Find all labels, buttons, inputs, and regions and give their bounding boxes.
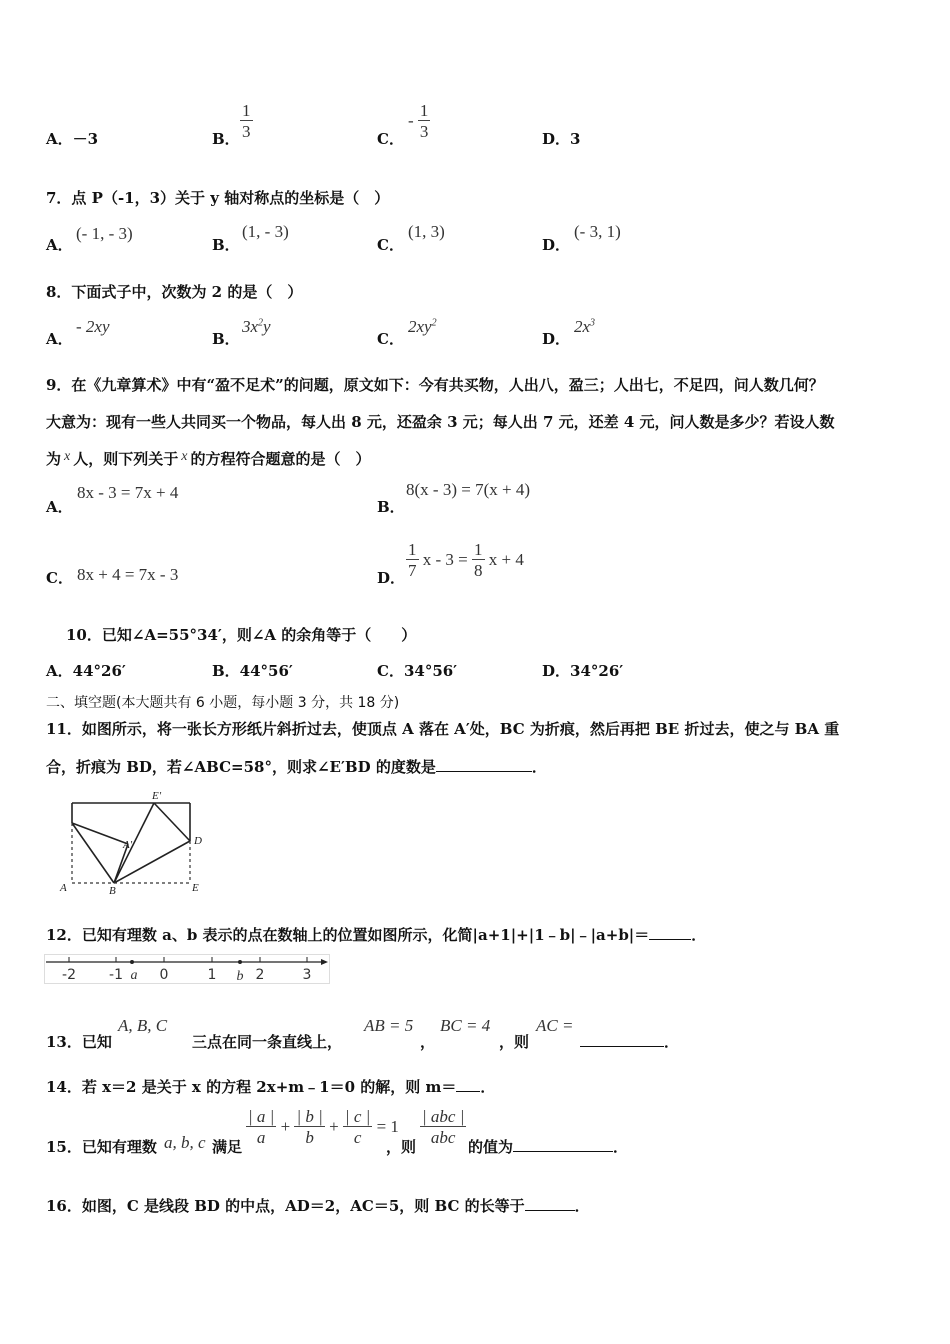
q6-option-c-label[interactable]: C． <box>377 130 404 148</box>
fraction-denominator: 7 <box>408 561 417 580</box>
q7-stem: 7．点 P（-1，3）关于 y 轴对称点的坐标是（ ） <box>46 189 390 207</box>
q8-option-a-label[interactable]: A． <box>46 330 73 348</box>
answer-blank[interactable] <box>456 1077 480 1092</box>
folded-rectangle-figure <box>56 786 216 898</box>
tick-label: 3 <box>302 967 312 983</box>
q13-mid: 三点在同一条直线上， <box>192 1033 343 1051</box>
answer-blank[interactable] <box>649 925 691 940</box>
q9-line-3 <box>46 448 370 469</box>
plus-sign: + <box>280 1117 291 1136</box>
fraction-denominator: c <box>353 1128 362 1147</box>
q9-option-b-label[interactable]: B． <box>377 498 405 516</box>
answer-blank[interactable] <box>436 757 532 772</box>
q8-option-d-label[interactable]: D． <box>542 330 571 348</box>
term-tail: y <box>263 317 271 336</box>
q7-option-b-value: (1, - 3) <box>242 222 289 241</box>
q9-line-1: 9．在《九章算术》中有“盈不足术”的问题，原文如下：今有共买物，人出八，盈三；人出七，不足四，问人数几何？ <box>46 376 824 394</box>
label-d: D <box>194 835 202 847</box>
q8-option-b-label[interactable]: B． <box>212 330 240 348</box>
q10-option-d[interactable]: D．34°26′ <box>542 662 624 680</box>
fraction-numerator: | b | <box>296 1107 323 1126</box>
fraction-denominator: a <box>256 1128 266 1147</box>
q8-option-b-value <box>242 317 271 337</box>
q7-option-d-value: (- 3, 1) <box>574 222 621 241</box>
q15-then: ，则 <box>386 1138 417 1156</box>
q13-comma-1: ， <box>420 1033 436 1051</box>
fraction-denominator: 3 <box>419 122 429 141</box>
fraction-denominator: b <box>305 1128 314 1147</box>
q8-option-c-value <box>408 317 437 337</box>
equation-tail: x + 4 <box>488 550 524 569</box>
q7-option-b-label[interactable]: B． <box>212 236 240 254</box>
fraction-numerator: | abc | <box>422 1107 465 1126</box>
fraction-denominator: abc <box>430 1128 456 1147</box>
q13-answer <box>580 1031 679 1052</box>
q14-end: ． <box>480 1078 496 1096</box>
label-a: A <box>60 882 67 894</box>
point-b-dot <box>238 960 242 964</box>
tick-label: 1 <box>207 967 217 983</box>
q10-option-c[interactable]: C．34°56′ <box>377 662 458 680</box>
q8-stem: 8．下面式子中，次数为 2 的是（ ） <box>46 283 303 301</box>
tick-label: -2 <box>62 967 76 983</box>
q13-points: A, B, C <box>118 1016 168 1035</box>
q11-line-1: 11．如图所示，将一张长方形纸片斜折过去，使顶点 A 落在 A′处，BC 为折痕，然后再把 BE 折过去，使之与 BA 重 <box>46 720 840 738</box>
q6-option-d-label: D． <box>542 130 571 148</box>
q8-option-d-value <box>574 317 595 337</box>
term-base: 3x <box>242 317 259 336</box>
q9-option-a-label[interactable]: A． <box>46 498 73 516</box>
point-a-label: a <box>130 968 138 983</box>
exponent: 2 <box>258 317 264 329</box>
fraction-denominator: 3 <box>242 122 251 141</box>
q13-ab: AB = 5 <box>364 1016 414 1035</box>
q9-option-a-value: 8x - 3 = 7x + 4 <box>77 483 179 502</box>
q14-stem <box>46 1076 495 1097</box>
q13-prefix: 13．已知 <box>46 1033 112 1051</box>
q9-line-3-c: 的方程符合题意的是（ ） <box>190 450 371 468</box>
q16-stem-text: 16．如图，C 是线段 BD 的中点，AD＝2，AC＝5，则 BC 的长等于 <box>46 1197 525 1215</box>
q6-option-a[interactable] <box>46 128 98 149</box>
plus-sign: + <box>329 1117 339 1136</box>
number-line <box>44 954 334 986</box>
equation-middle: x - 3 = <box>422 550 468 569</box>
answer-blank[interactable] <box>513 1137 613 1152</box>
q11-line-2-text: 合，折痕为 BD，若∠ABC=58°，则求∠E′BD 的度数是 <box>46 758 436 776</box>
q13-end: ． <box>664 1033 680 1051</box>
variable-x: x <box>181 449 188 464</box>
tick-label: 0 <box>159 967 169 983</box>
q9-option-c-value: 8x + 4 = 7x - 3 <box>77 565 179 584</box>
tick-label: 2 <box>255 967 265 983</box>
exponent: 2 <box>431 317 437 329</box>
q15-vars: a, b, c <box>164 1133 206 1152</box>
point-a-dot <box>130 960 134 964</box>
label-a-prime: A' <box>123 839 133 851</box>
fraction-numerator: | c | <box>344 1107 371 1126</box>
q12-stem <box>46 924 706 945</box>
equals-one: = 1 <box>376 1117 399 1136</box>
q12-stem-end: ． <box>691 926 707 944</box>
answer-blank[interactable] <box>580 1032 664 1047</box>
fraction-numerator: 1 <box>474 540 483 559</box>
q15-mid: 满足 <box>212 1138 243 1156</box>
q10-stem: 10．已知∠A=55°34′，则∠A 的余角等于（ ） <box>66 626 417 644</box>
term-base: 2x <box>574 317 591 336</box>
q8-option-a-value: - 2xy <box>76 317 110 336</box>
q6-option-d[interactable] <box>542 128 580 149</box>
q14-stem-text: 14．若 x＝2 是关于 x 的方程 2x+m﹣1＝0 的解，则 m＝ <box>46 1078 457 1096</box>
q9-line-2: 大意为：现有一些人共同买一个物品，每人出 8 元，还盈余 3 元；每人出 7 元，还差 4 元，问人数是多少？若设人数 <box>46 413 835 431</box>
q15-end: ． <box>613 1138 629 1156</box>
q9-option-b-value: 8(x - 3) = 7(x + 4) <box>406 480 530 499</box>
fraction-numerator: 1 <box>419 101 429 120</box>
q9-line-3-a: 为 <box>46 450 62 468</box>
q7-option-a-label[interactable]: A． <box>46 236 73 254</box>
point-b-label: b <box>236 969 244 984</box>
q15-condition <box>246 1108 399 1146</box>
exponent: 3 <box>590 317 596 329</box>
q10-option-a[interactable]: A．44°26′ <box>46 662 126 680</box>
q7-option-a-value: (- 1, - 3) <box>76 224 133 243</box>
label-b: B <box>109 885 116 897</box>
tick-label: -1 <box>109 967 123 983</box>
q6-option-b-fraction <box>240 102 253 140</box>
term-base: 2xy <box>408 317 432 336</box>
variable-x: x <box>64 449 71 464</box>
q15-tail-text: 的值为 <box>468 1138 514 1156</box>
q6-option-d-value: 3 <box>570 130 581 148</box>
q16-stem <box>46 1195 590 1216</box>
q6-option-c-fraction <box>408 102 430 140</box>
q16-end: ． <box>574 1197 590 1215</box>
fraction-denominator: 8 <box>474 561 483 580</box>
answer-blank[interactable] <box>525 1196 575 1211</box>
q13-ac: AC = <box>536 1016 574 1035</box>
q10-option-b[interactable]: B．44°56′ <box>212 662 293 680</box>
section-heading: 二、填空题(本大题共有 6 小题，每小题 3 分，共 18 分) <box>46 695 400 711</box>
q11-line-2-end: ． <box>531 758 547 776</box>
fraction-numerator: 1 <box>408 540 417 559</box>
q13-bc: BC = 4 <box>440 1016 491 1035</box>
q7-option-c-label[interactable]: C． <box>377 236 404 254</box>
q12-stem-text: 12．已知有理数 a、b 表示的点在数轴上的位置如图所示，化简|a+1|+|1﹣b|﹣|a+b|＝ <box>46 926 650 944</box>
label-e: E <box>192 882 199 894</box>
q6-option-a-label: A． <box>46 130 73 148</box>
q9-option-d-value <box>406 541 524 579</box>
q7-option-d-label[interactable]: D． <box>542 236 571 254</box>
q9-option-d-label[interactable]: D． <box>377 569 406 587</box>
q6-option-a-value: －3 <box>72 130 99 148</box>
q8-option-c-label[interactable]: C． <box>377 330 404 348</box>
q15-target <box>420 1108 466 1146</box>
q13-comma-2: ，则 <box>499 1033 530 1051</box>
q7-option-c-value: (1, 3) <box>408 222 445 241</box>
q15-prefix: 15．已知有理数 <box>46 1138 157 1156</box>
label-e-prime: E' <box>152 790 162 802</box>
q9-line-3-b: 人，则下列关于 <box>73 450 179 468</box>
q9-option-c-label[interactable]: C． <box>46 569 73 587</box>
minus-sign: - <box>408 111 414 130</box>
q15-tail <box>468 1136 628 1157</box>
q11-line-2 <box>46 756 547 777</box>
q6-option-b-label[interactable]: B． <box>212 130 240 148</box>
fraction-numerator: 1 <box>242 101 251 120</box>
fraction-numerator: | a | <box>248 1107 275 1126</box>
